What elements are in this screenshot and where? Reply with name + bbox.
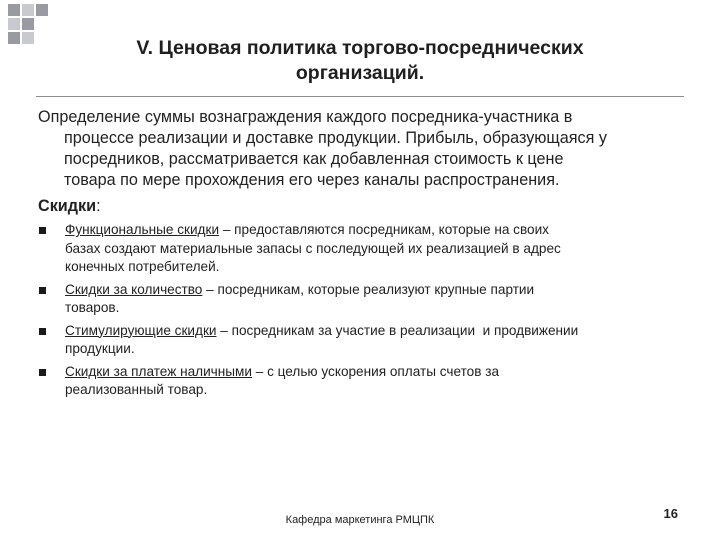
item-text: товаров.	[65, 300, 120, 315]
slide-title-line-2: организаций.	[295, 62, 425, 84]
decor-square	[8, 32, 20, 44]
slide-title-line-1: V. Ценовая политика торгово-посреднических	[136, 37, 584, 59]
item-term: Скидки за платеж наличными	[65, 363, 252, 379]
item-text: продукции.	[65, 341, 135, 356]
list-item	[38, 281, 688, 318]
item-text: – посредникам, которые реализуют крупные партии	[202, 281, 535, 297]
corner-decoration	[0, 0, 60, 45]
intro-line-4: товара по мере прохождения его через каналы распространения.	[64, 171, 560, 189]
list-item	[38, 221, 688, 277]
discounts-heading	[38, 196, 101, 217]
square-bullet-icon	[39, 369, 46, 376]
intro-line-1: Определение суммы вознаграждения каждого посредника-участника в	[38, 108, 573, 126]
square-bullet-icon	[39, 227, 46, 234]
item-term: Функциональные скидки	[65, 222, 220, 237]
intro-line-3: посредников, рассматривается как добавленная стоимость к цене	[64, 150, 564, 168]
item-term: Стимулирующие скидки	[65, 322, 217, 338]
item-text: – посредникам за участие в реализации и продвижении	[216, 322, 579, 338]
decor-square	[22, 4, 34, 16]
title-divider	[36, 96, 684, 97]
item-term: Скидки за количество	[65, 281, 203, 297]
intro-line-2: процессе реализации и доставке продукции. Прибыль, образующаяся у	[64, 129, 607, 147]
decor-square	[8, 4, 20, 16]
slide-title	[60, 36, 660, 86]
item-text: – с целью ускорения оплаты счетов за	[251, 363, 500, 379]
item-text: конечных потребителей.	[65, 259, 220, 274]
decor-square	[22, 18, 34, 30]
item-text: – предоставляются посредникам, которые на своих	[219, 222, 549, 237]
list-item	[38, 363, 688, 400]
list-item	[38, 322, 688, 359]
page-number: 16	[663, 506, 678, 521]
intro-paragraph	[38, 107, 688, 191]
decor-square	[8, 18, 20, 30]
discounts-colon: :	[96, 197, 101, 215]
item-text: базах создают материальные запасы с последующей их реализацией в адрес	[65, 240, 561, 256]
decor-square	[22, 32, 34, 44]
slide-footer: Кафедра маркетинга РМЦПК	[285, 514, 435, 526]
decor-square	[36, 4, 48, 16]
square-bullet-icon	[39, 287, 46, 294]
item-text: реализованный товар.	[65, 382, 208, 397]
square-bullet-icon	[39, 328, 46, 335]
discounts-label: Скидки	[38, 197, 97, 215]
discounts-list	[38, 221, 688, 404]
